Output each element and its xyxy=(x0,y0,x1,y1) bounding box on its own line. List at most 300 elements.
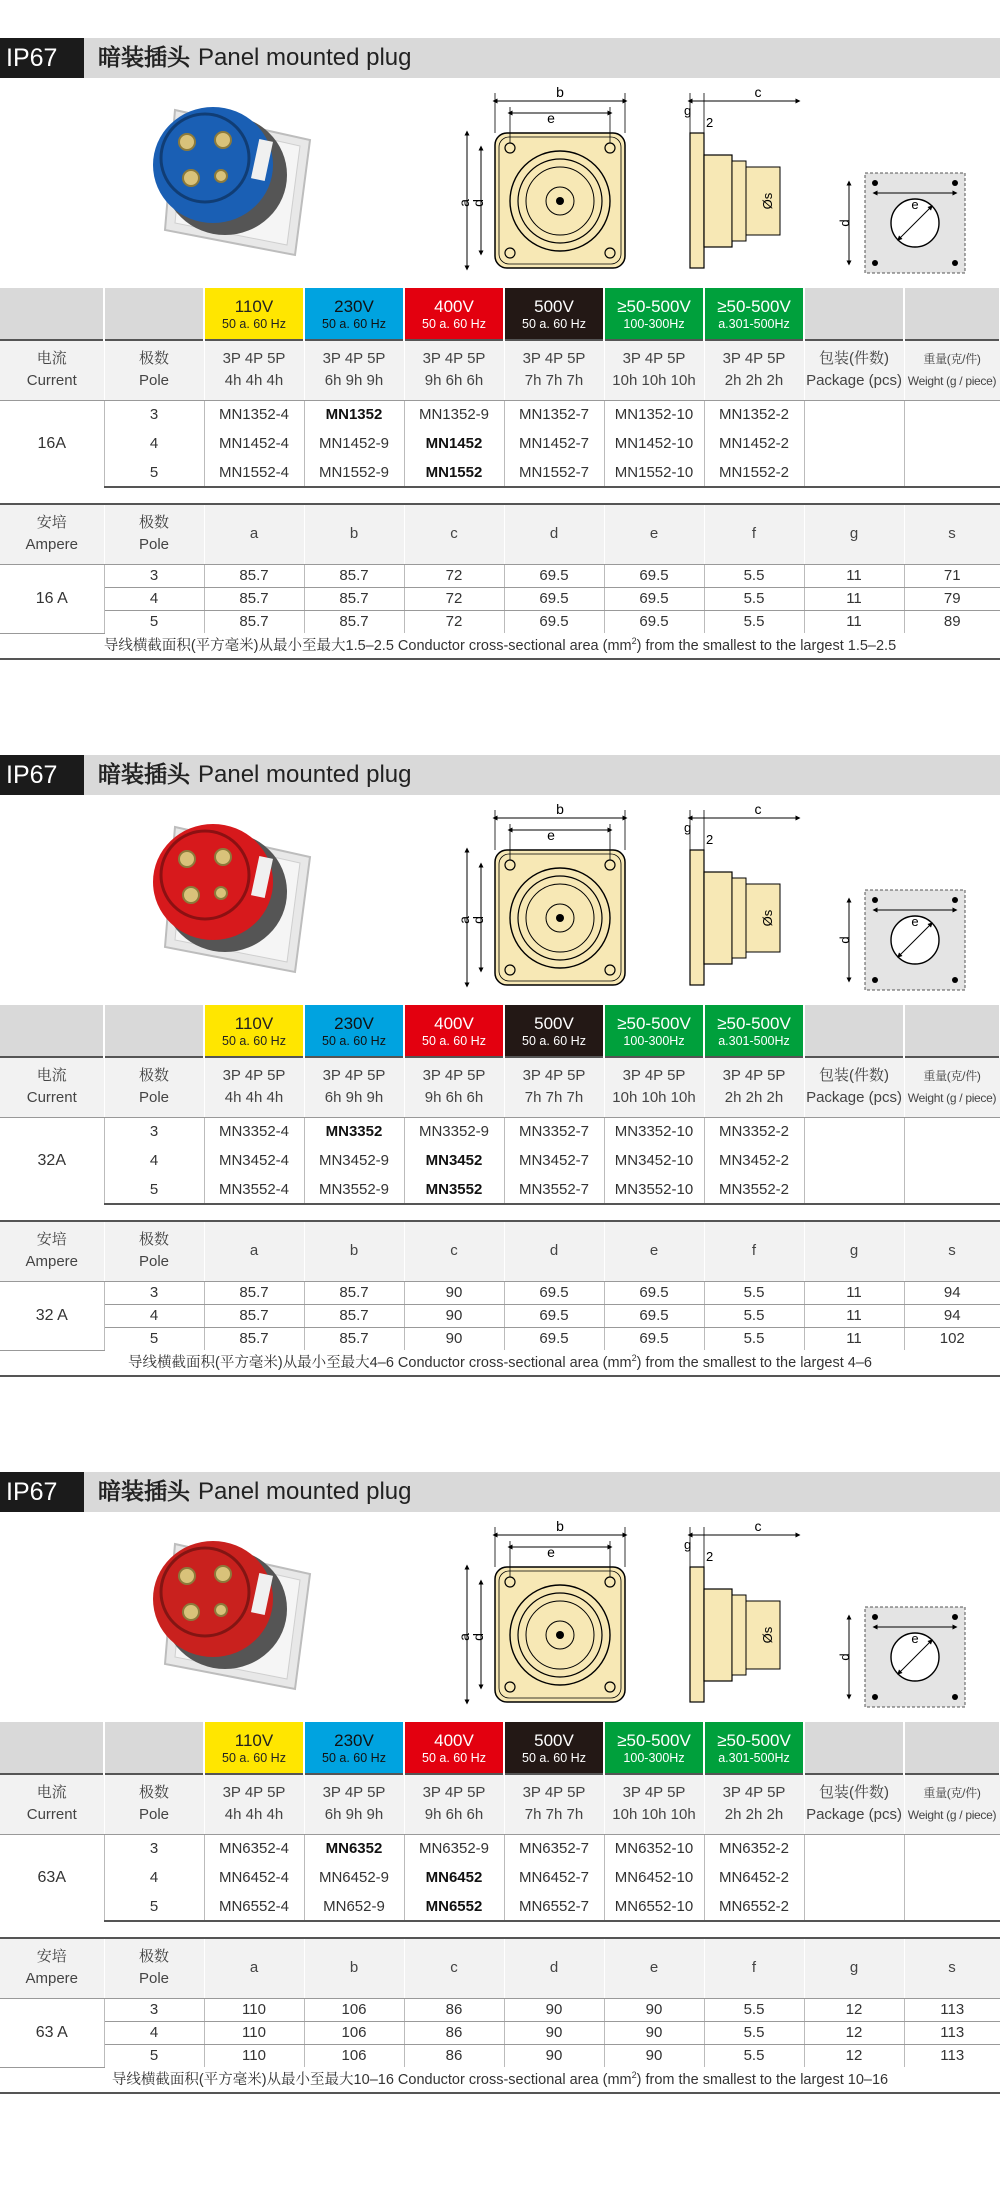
panel-cutout-diagram xyxy=(835,153,975,293)
header-dimension: a xyxy=(204,1938,304,1998)
svg-text:g: g xyxy=(684,1537,692,1552)
ip-rating-badge: IP67 xyxy=(0,755,84,795)
dimension-value: 94 xyxy=(904,1281,1000,1304)
voltage-cell xyxy=(704,1722,804,1774)
section-header xyxy=(0,1472,1000,1512)
model-code: MN3352-7 xyxy=(504,1117,604,1146)
dimension-value: 90 xyxy=(604,2044,704,2067)
model-code: MN6352-7 xyxy=(504,1834,604,1863)
header-weight-line1: 重量(克/件) xyxy=(923,1069,981,1084)
dimension-value: 12 xyxy=(804,2021,904,2044)
header-weight-line2: Weight (g / piece) xyxy=(907,1091,997,1106)
model-code: MN3452 xyxy=(404,1146,504,1175)
voltage-cell xyxy=(304,288,404,340)
header-ampere xyxy=(0,504,104,564)
table-row xyxy=(0,1146,1000,1175)
header-pole xyxy=(104,1057,204,1117)
pole-value: 5 xyxy=(104,1175,204,1204)
header-dimension: d xyxy=(504,504,604,564)
voltage-value: 230V xyxy=(334,296,374,316)
frequency-value: 50 a. 60 Hz xyxy=(222,1033,286,1048)
model-code: MN6352-9 xyxy=(404,1834,504,1863)
header-dimension: d xyxy=(504,1938,604,1998)
model-code: MN1352-9 xyxy=(404,400,504,429)
header-pole-line2: Pole xyxy=(138,536,170,554)
ampere-value: 32 A xyxy=(0,1281,104,1350)
model-code: MN6452 xyxy=(404,1863,504,1892)
dimension-table xyxy=(0,1937,1000,2068)
header-package xyxy=(804,1774,904,1834)
model-code: MN3452-4 xyxy=(204,1146,304,1175)
header-pole-line2: Pole xyxy=(138,1970,170,1988)
header-weight xyxy=(904,1774,1000,1834)
model-code: MN3352-9 xyxy=(404,1117,504,1146)
model-table xyxy=(0,1005,1000,1205)
dimension-value: 90 xyxy=(504,2021,604,2044)
frequency-value: 50 a. 60 Hz xyxy=(222,1750,286,1765)
svg-text:Øs: Øs xyxy=(760,909,775,927)
svg-text:b: b xyxy=(556,1518,564,1534)
plug-photo-wrap xyxy=(105,797,325,981)
header-pin-config-line2: 6h 9h 9h xyxy=(324,1089,384,1107)
svg-text:e: e xyxy=(547,827,555,843)
pole-value: 4 xyxy=(104,1146,204,1175)
voltage-row xyxy=(0,1722,1000,1774)
svg-text:d: d xyxy=(470,1633,486,1641)
dimension-value: 69.5 xyxy=(604,1327,704,1350)
model-code: MN1352 xyxy=(304,400,404,429)
ampere-value: 16 A xyxy=(0,564,104,633)
header-current-line2: Current xyxy=(26,1806,77,1824)
voltage-value: 110V xyxy=(234,1013,274,1033)
dimension-row xyxy=(0,2021,1000,2044)
table-header-row xyxy=(0,1057,1000,1117)
model-code: MN6552-10 xyxy=(604,1892,704,1921)
pole-value: 3 xyxy=(104,1281,204,1304)
header-pin-config-line1: 3P 4P 5P xyxy=(322,1067,386,1085)
pole-value: 4 xyxy=(104,1863,204,1892)
dimension-value: 5.5 xyxy=(704,1281,804,1304)
model-code: MN1552-4 xyxy=(204,458,304,487)
header-dimension: e xyxy=(604,504,704,564)
header-ampere xyxy=(0,1221,104,1281)
title-cn: 暗装插头 xyxy=(98,45,190,71)
header-pin-config-line2: 6h 9h 9h xyxy=(324,372,384,390)
header-pin-config xyxy=(604,1774,704,1834)
frequency-value: 50 a. 60 Hz xyxy=(522,316,586,331)
model-code: MN6552-7 xyxy=(504,1892,604,1921)
header-pole-line2: Pole xyxy=(138,1089,170,1107)
section-title xyxy=(98,38,412,78)
dimension-value: 106 xyxy=(304,1998,404,2021)
dimension-value: 69.5 xyxy=(504,1281,604,1304)
header-dimension: a xyxy=(204,1221,304,1281)
dimension-value: 86 xyxy=(404,1998,504,2021)
dimension-value: 90 xyxy=(404,1281,504,1304)
svg-text:a: a xyxy=(456,916,472,924)
dimension-value: 86 xyxy=(404,2021,504,2044)
dimension-value: 90 xyxy=(404,1327,504,1350)
header-pin-config xyxy=(304,340,404,400)
model-code: MN3352 xyxy=(304,1117,404,1146)
dimension-value: 11 xyxy=(804,1281,904,1304)
header-pole-line1: 极数 xyxy=(138,350,169,368)
header-pin-config-line1: 3P 4P 5P xyxy=(522,350,586,368)
header-dimension: b xyxy=(304,1938,404,1998)
dimension-value: 90 xyxy=(504,1998,604,2021)
dimension-value: 85.7 xyxy=(204,1281,304,1304)
svg-text:e: e xyxy=(547,1544,555,1560)
weight-value xyxy=(904,1892,1000,1921)
voltage-cell xyxy=(204,1722,304,1774)
header-dimension: b xyxy=(304,1221,404,1281)
model-code: MN3352-4 xyxy=(204,1117,304,1146)
model-code: MN1452-7 xyxy=(504,429,604,458)
voltage-value: 400V xyxy=(434,1013,474,1033)
svg-text:2: 2 xyxy=(706,832,714,847)
dimension-value: 5.5 xyxy=(704,564,804,587)
model-code: MN3352-2 xyxy=(704,1117,804,1146)
header-ampere-line1: 安培 xyxy=(36,514,67,532)
header-weight-line2: Weight (g / piece) xyxy=(907,1808,997,1823)
header-current-line2: Current xyxy=(26,1089,77,1107)
svg-text:c: c xyxy=(754,1518,762,1534)
model-code: MN3352-10 xyxy=(604,1117,704,1146)
svg-text:Øs: Øs xyxy=(760,1626,775,1644)
voltage-value: 400V xyxy=(434,296,474,316)
header-package xyxy=(804,1057,904,1117)
model-code: MN6452-9 xyxy=(304,1863,404,1892)
header-pin-config-line2: 10h 10h 10h xyxy=(612,372,696,390)
dimension-value: 69.5 xyxy=(604,587,704,610)
dimension-value: 85.7 xyxy=(304,1327,404,1350)
front-view-diagram xyxy=(455,1517,635,1717)
dimension-value: 12 xyxy=(804,2044,904,2067)
dimension-value: 102 xyxy=(939,1330,965,1348)
voltage-value: 110V xyxy=(234,1730,274,1750)
svg-text:2: 2 xyxy=(706,115,714,130)
package-value xyxy=(804,1175,904,1204)
pole-value: 5 xyxy=(104,2044,204,2067)
header-package-line2: Package (pcs) xyxy=(806,1806,902,1824)
dimension-value: 113 xyxy=(940,2047,965,2065)
frequency-value: 50 a. 60 Hz xyxy=(222,316,286,331)
package-value xyxy=(804,1892,904,1921)
header-pin-config-line2: 4h 4h 4h xyxy=(224,1089,284,1107)
header-pin-config-line1: 3P 4P 5P xyxy=(322,350,386,368)
svg-text:e: e xyxy=(547,110,555,126)
header-pin-config-line2: 9h 6h 6h xyxy=(424,1089,484,1107)
table-row xyxy=(0,1834,1000,1863)
note-superscript: 2 xyxy=(631,636,637,647)
header-dimension: s xyxy=(904,1938,1000,1998)
model-code: MN6452-2 xyxy=(704,1863,804,1892)
dimension-header-row xyxy=(0,1221,1000,1281)
header-pin-config-line2: 2h 2h 2h xyxy=(724,1806,784,1824)
dimension-row xyxy=(0,1281,1000,1304)
dimension-value: 5.5 xyxy=(704,610,804,633)
header-ampere-line1: 安培 xyxy=(36,1948,67,1966)
section-header xyxy=(0,755,1000,795)
model-code: MN6352-10 xyxy=(604,1834,704,1863)
dimension-value: 71 xyxy=(904,564,1000,587)
dimension-value: 69.5 xyxy=(504,1327,604,1350)
header-dimension: g xyxy=(804,1938,904,1998)
header-weight-line1: 重量(克/件) xyxy=(923,1786,981,1801)
dimension-value: 72 xyxy=(404,587,504,610)
voltage-cell xyxy=(704,288,804,340)
model-code: MN6452-7 xyxy=(504,1863,604,1892)
plug-photo xyxy=(105,1514,325,1694)
header-dimension: e xyxy=(604,1221,704,1281)
table-row xyxy=(0,1892,1000,1921)
section-title xyxy=(98,755,412,795)
dimension-value: 90 xyxy=(604,2021,704,2044)
section-title xyxy=(98,1472,412,1512)
header-pole xyxy=(104,504,204,564)
header-pole xyxy=(104,340,204,400)
dimension-value: 113 xyxy=(904,1998,1000,2021)
model-code: MN6352 xyxy=(304,1834,404,1863)
header-pole-line1: 极数 xyxy=(138,1784,169,1802)
pole-value: 4 xyxy=(104,2021,204,2044)
frequency-value: 50 a. 60 Hz xyxy=(322,316,386,331)
pole-value: 5 xyxy=(104,1892,204,1921)
weight-value xyxy=(904,458,1000,487)
header-dimension: g xyxy=(804,504,904,564)
ampere-value: 63 A xyxy=(0,1998,104,2067)
model-code: MN3452-9 xyxy=(304,1146,404,1175)
dimension-value: 110 xyxy=(204,1998,304,2021)
pole-value: 3 xyxy=(104,564,204,587)
header-pin-config xyxy=(404,1057,504,1117)
dimension-value: 106 xyxy=(304,2044,404,2067)
header-pin-config-line1: 3P 4P 5P xyxy=(222,350,286,368)
voltage-value: 230V xyxy=(334,1013,374,1033)
header-dimension: c xyxy=(404,504,504,564)
dimension-value: 85.7 xyxy=(304,1304,404,1327)
header-pole-line2: Pole xyxy=(138,1806,170,1824)
voltage-value: 400V xyxy=(434,1730,474,1750)
current-value: 16A xyxy=(0,400,104,487)
package-value xyxy=(804,1117,904,1146)
header-dimension: g xyxy=(804,1221,904,1281)
front-view-diagram xyxy=(455,800,635,1000)
header-pin-config-line1: 3P 4P 5P xyxy=(222,1067,286,1085)
voltage-cell xyxy=(604,288,704,340)
table-row xyxy=(0,1863,1000,1892)
model-table xyxy=(0,288,1000,488)
current-value: 63A xyxy=(0,1834,104,1921)
frequency-value: 50 a. 60 Hz xyxy=(422,1033,486,1048)
svg-text:c: c xyxy=(754,801,762,817)
voltage-value: ≥50-500V xyxy=(617,1730,691,1750)
svg-text:d: d xyxy=(837,219,852,227)
header-pin-config-line2: 9h 6h 6h xyxy=(424,372,484,390)
header-pin-config-line2: 9h 6h 6h xyxy=(424,1806,484,1824)
current-value: 32A xyxy=(0,1117,104,1204)
model-code: MN3552-2 xyxy=(704,1175,804,1204)
frequency-value: 50 a. 60 Hz xyxy=(322,1033,386,1048)
dimension-row xyxy=(0,1304,1000,1327)
header-package-line2: Package (pcs) xyxy=(806,372,902,390)
dimension-value: 11 xyxy=(804,587,904,610)
package-value xyxy=(804,458,904,487)
voltage-value: 230V xyxy=(334,1730,374,1750)
weight-value xyxy=(904,1117,1000,1146)
ip-rating-badge: IP67 xyxy=(0,1472,84,1512)
plug-photo-wrap xyxy=(105,80,325,264)
plug-photo-wrap xyxy=(105,1514,325,1698)
model-code: MN6552-2 xyxy=(704,1892,804,1921)
voltage-cell xyxy=(604,1722,704,1774)
product-section xyxy=(0,1472,1000,2172)
frequency-value: 50 a. 60 Hz xyxy=(522,1033,586,1048)
plug-photo xyxy=(105,797,325,977)
header-pin-config-line2: 4h 4h 4h xyxy=(224,372,284,390)
dimension-value: 85.7 xyxy=(304,1281,404,1304)
model-code: MN3552-7 xyxy=(504,1175,604,1204)
header-weight-line2: Weight (g / piece) xyxy=(907,374,997,389)
model-code: MN3552 xyxy=(404,1175,504,1204)
header-pole-line1: 极数 xyxy=(138,1231,169,1249)
model-code: MN3452-2 xyxy=(704,1146,804,1175)
header-pin-config xyxy=(404,340,504,400)
dimension-row xyxy=(0,564,1000,587)
header-pole-line1: 极数 xyxy=(138,1067,169,1085)
table-row xyxy=(0,458,1000,487)
voltage-value: 500V xyxy=(534,1013,574,1033)
svg-text:a: a xyxy=(456,199,472,207)
note-text: 导线横截面积(平方毫米)从最小至最大1.5–2.5 Conductor cross-sectional area (mm xyxy=(103,638,632,654)
dimension-value: 90 xyxy=(404,1304,504,1327)
frequency-value: 100-300Hz xyxy=(623,1750,685,1765)
header-pole-line1: 极数 xyxy=(138,514,169,532)
header-pin-config xyxy=(204,1774,304,1834)
note-text: 导线横截面积(平方毫米)从最小至最大4–6 Conductor cross-sectional area (mm xyxy=(128,1355,632,1371)
svg-text:b: b xyxy=(556,84,564,100)
weight-value xyxy=(904,1175,1000,1204)
dimension-value: 90 xyxy=(504,2044,604,2067)
note-text-end: ) from the smallest to the largest 1.5–2.5 xyxy=(636,638,897,654)
pole-value: 4 xyxy=(104,587,204,610)
header-pole xyxy=(104,1221,204,1281)
model-code: MN1552 xyxy=(404,458,504,487)
svg-text:d: d xyxy=(470,199,486,207)
weight-value xyxy=(904,429,1000,458)
header-pin-config-line2: 2h 2h 2h xyxy=(724,1089,784,1107)
header-package-line2: Package (pcs) xyxy=(806,1089,902,1107)
svg-text:e: e xyxy=(911,197,919,212)
plug-photo xyxy=(105,80,325,260)
model-code: MN1552-9 xyxy=(304,458,404,487)
dimension-value: 5.5 xyxy=(704,2044,804,2067)
header-pin-config-line1: 3P 4P 5P xyxy=(622,1784,686,1802)
model-code: MN1352-4 xyxy=(204,400,304,429)
title-en: Panel mounted plug xyxy=(198,1478,412,1505)
dimension-value: 11 xyxy=(804,1304,904,1327)
conductor-note xyxy=(0,634,1000,660)
voltage-cell xyxy=(704,1005,804,1057)
frequency-value: 50 a. 60 Hz xyxy=(422,316,486,331)
model-code: MN3552-10 xyxy=(604,1175,704,1204)
dimension-header-row xyxy=(0,504,1000,564)
header-pin-config-line1: 3P 4P 5P xyxy=(522,1067,586,1085)
dimension-value: 85.7 xyxy=(204,1304,304,1327)
product-section xyxy=(0,38,1000,738)
model-code: MN1352-7 xyxy=(504,400,604,429)
voltage-value: ≥50-500V xyxy=(617,1013,691,1033)
header-pin-config-line1: 3P 4P 5P xyxy=(322,1784,386,1802)
dimension-value: 85.7 xyxy=(304,564,404,587)
voltage-cell xyxy=(504,1722,604,1774)
header-pin-config xyxy=(604,340,704,400)
voltage-cell xyxy=(204,1005,304,1057)
table-row xyxy=(0,400,1000,429)
header-pin-config xyxy=(304,1774,404,1834)
header-pin-config xyxy=(704,340,804,400)
model-code: MN1552-7 xyxy=(504,458,604,487)
header-package-line1: 包装(件数) xyxy=(819,350,889,368)
header-dimension: d xyxy=(504,1221,604,1281)
header-pole xyxy=(104,1774,204,1834)
header-current-line2: Current xyxy=(26,372,77,390)
weight-value xyxy=(904,1146,1000,1175)
header-ampere-line2: Ampere xyxy=(25,536,79,554)
model-code: MN1352-2 xyxy=(704,400,804,429)
model-code: MN1452-4 xyxy=(204,429,304,458)
section-header xyxy=(0,38,1000,78)
svg-text:d: d xyxy=(837,1653,852,1661)
note-text-end: ) from the smallest to the largest 10–16 xyxy=(636,2072,889,2088)
header-current-line1: 电流 xyxy=(36,1067,67,1085)
header-pin-config-line2: 7h 7h 7h xyxy=(524,1806,584,1824)
svg-text:c: c xyxy=(754,84,762,100)
header-pin-config xyxy=(704,1057,804,1117)
ip-rating-badge: IP67 xyxy=(0,38,84,78)
header-ampere-line2: Ampere xyxy=(25,1253,79,1271)
model-code: MN6452-4 xyxy=(204,1863,304,1892)
table-row xyxy=(0,429,1000,458)
model-code: MN1452-2 xyxy=(704,429,804,458)
header-dimension: e xyxy=(604,1938,704,1998)
voltage-cell xyxy=(504,288,604,340)
header-dimension: f xyxy=(704,504,804,564)
dimension-value: 85.7 xyxy=(204,610,304,633)
dimension-value: 69.5 xyxy=(504,1304,604,1327)
header-pin-config xyxy=(604,1057,704,1117)
dimension-value: 69.5 xyxy=(504,587,604,610)
voltage-cell xyxy=(404,1722,504,1774)
voltage-cell xyxy=(404,1005,504,1057)
model-code: MN6352-2 xyxy=(704,1834,804,1863)
header-pin-config xyxy=(404,1774,504,1834)
header-dimension: s xyxy=(904,504,1000,564)
header-pin-config xyxy=(504,1057,604,1117)
model-code: MN1352-10 xyxy=(604,400,704,429)
title-cn: 暗装插头 xyxy=(98,762,190,788)
dimension-value: 90 xyxy=(604,1998,704,2021)
svg-text:e: e xyxy=(911,914,919,929)
header-dimension: f xyxy=(704,1938,804,1998)
header-pole xyxy=(104,1938,204,1998)
dimension-value: 11 xyxy=(804,610,904,633)
dimension-value: 85.7 xyxy=(204,564,304,587)
voltage-value: 110V xyxy=(234,296,274,316)
header-pin-config xyxy=(504,1774,604,1834)
voltage-row xyxy=(0,288,1000,340)
package-value xyxy=(804,1146,904,1175)
